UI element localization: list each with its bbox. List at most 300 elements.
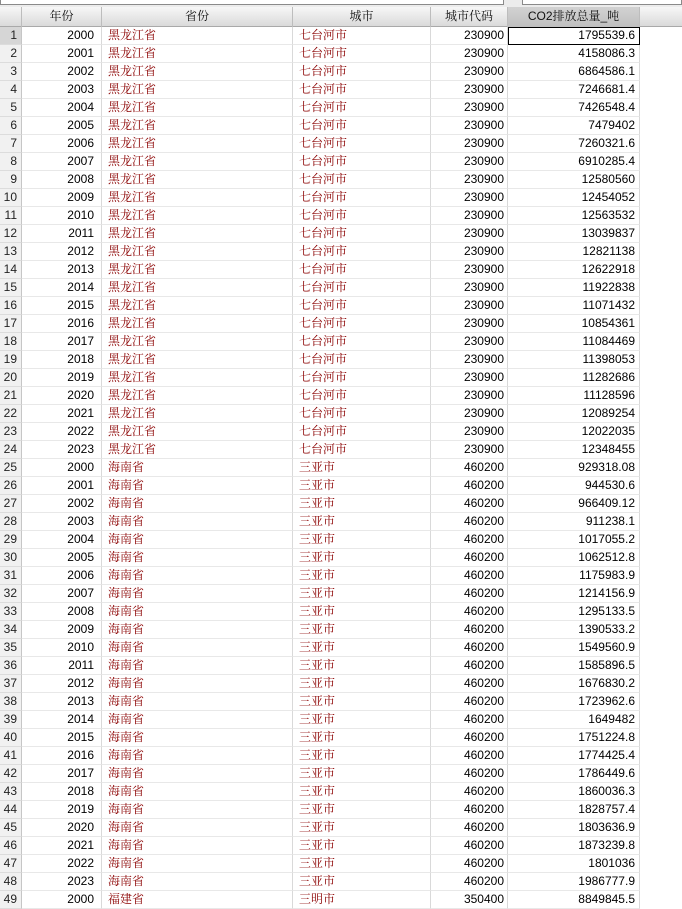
cell-citycode[interactable]: 460200 <box>431 837 508 855</box>
row-number[interactable]: 16 <box>0 297 22 315</box>
cell-year[interactable]: 2022 <box>22 855 102 873</box>
cell-city[interactable]: 三亚市 <box>293 549 431 567</box>
cell-co2[interactable]: 13039837 <box>508 225 640 243</box>
cell-co2[interactable]: 11084469 <box>508 333 640 351</box>
cell-citycode[interactable]: 460200 <box>431 495 508 513</box>
cell-citycode[interactable]: 230900 <box>431 99 508 117</box>
cell-citycode[interactable]: 460200 <box>431 549 508 567</box>
cell-city[interactable]: 七台河市 <box>293 27 431 45</box>
cell-citycode[interactable]: 230900 <box>431 81 508 99</box>
cell-co2[interactable]: 11071432 <box>508 297 640 315</box>
cell-city[interactable]: 三亚市 <box>293 603 431 621</box>
cell-city[interactable]: 三亚市 <box>293 675 431 693</box>
cell-co2[interactable]: 10854361 <box>508 315 640 333</box>
row-number[interactable]: 17 <box>0 315 22 333</box>
row-number[interactable]: 42 <box>0 765 22 783</box>
cell-city[interactable]: 七台河市 <box>293 243 431 261</box>
row-number[interactable]: 32 <box>0 585 22 603</box>
cell-city[interactable]: 七台河市 <box>293 63 431 81</box>
cell-province[interactable]: 海南省 <box>102 513 293 531</box>
cell-year[interactable]: 2023 <box>22 441 102 459</box>
cell-citycode[interactable]: 230900 <box>431 225 508 243</box>
cell-year[interactable]: 2005 <box>22 117 102 135</box>
cell-year[interactable]: 2023 <box>22 873 102 891</box>
cell-co2[interactable]: 4158086.3 <box>508 45 640 63</box>
cell-citycode[interactable]: 460200 <box>431 477 508 495</box>
cell-province[interactable]: 海南省 <box>102 747 293 765</box>
cell-city[interactable]: 三亚市 <box>293 819 431 837</box>
cell-province[interactable]: 海南省 <box>102 585 293 603</box>
row-number[interactable]: 26 <box>0 477 22 495</box>
cell-city[interactable]: 三亚市 <box>293 801 431 819</box>
cell-co2[interactable]: 1860036.3 <box>508 783 640 801</box>
row-number[interactable]: 14 <box>0 261 22 279</box>
row-number[interactable]: 38 <box>0 693 22 711</box>
cell-year[interactable]: 2002 <box>22 63 102 81</box>
row-number[interactable]: 24 <box>0 441 22 459</box>
cell-province[interactable]: 黑龙江省 <box>102 333 293 351</box>
cell-citycode[interactable]: 460200 <box>431 657 508 675</box>
cell-citycode[interactable]: 460200 <box>431 675 508 693</box>
row-number[interactable]: 49 <box>0 891 22 909</box>
cell-co2[interactable]: 8849845.5 <box>508 891 640 909</box>
row-number[interactable]: 18 <box>0 333 22 351</box>
cell-province[interactable]: 海南省 <box>102 639 293 657</box>
cell-province[interactable]: 海南省 <box>102 711 293 729</box>
cell-co2[interactable]: 1828757.4 <box>508 801 640 819</box>
cell-province[interactable]: 海南省 <box>102 729 293 747</box>
cell-co2[interactable]: 966409.12 <box>508 495 640 513</box>
cell-year[interactable]: 2019 <box>22 369 102 387</box>
row-number[interactable]: 30 <box>0 549 22 567</box>
cell-co2[interactable]: 6864586.1 <box>508 63 640 81</box>
cell-province[interactable]: 海南省 <box>102 765 293 783</box>
row-number[interactable]: 5 <box>0 99 22 117</box>
cell-citycode[interactable]: 230900 <box>431 387 508 405</box>
cell-city[interactable]: 三亚市 <box>293 693 431 711</box>
cell-city[interactable]: 三亚市 <box>293 585 431 603</box>
column-header-citycode[interactable]: 城市代码 <box>431 7 508 27</box>
cell-co2[interactable]: 1786449.6 <box>508 765 640 783</box>
row-number[interactable]: 31 <box>0 567 22 585</box>
row-number[interactable]: 21 <box>0 387 22 405</box>
cell-year[interactable]: 2010 <box>22 207 102 225</box>
column-header-year[interactable]: 年份 <box>22 7 102 27</box>
cell-year[interactable]: 2017 <box>22 765 102 783</box>
cell-city[interactable]: 七台河市 <box>293 351 431 369</box>
formula-input-box[interactable] <box>522 0 682 5</box>
row-number[interactable]: 25 <box>0 459 22 477</box>
cell-citycode[interactable]: 460200 <box>431 855 508 873</box>
cell-city[interactable]: 七台河市 <box>293 369 431 387</box>
cell-year[interactable]: 2009 <box>22 189 102 207</box>
cell-city[interactable]: 七台河市 <box>293 279 431 297</box>
row-number[interactable]: 43 <box>0 783 22 801</box>
cell-co2[interactable]: 1390533.2 <box>508 621 640 639</box>
cell-year[interactable]: 2000 <box>22 891 102 909</box>
cell-province[interactable]: 黑龙江省 <box>102 387 293 405</box>
cell-citycode[interactable]: 460200 <box>431 531 508 549</box>
cell-province[interactable]: 黑龙江省 <box>102 243 293 261</box>
cell-co2[interactable]: 12821138 <box>508 243 640 261</box>
cell-city[interactable]: 七台河市 <box>293 315 431 333</box>
cell-year[interactable]: 2021 <box>22 837 102 855</box>
cell-co2[interactable]: 11282686 <box>508 369 640 387</box>
cell-citycode[interactable]: 230900 <box>431 297 508 315</box>
cell-year[interactable]: 2017 <box>22 333 102 351</box>
cell-year[interactable]: 2004 <box>22 531 102 549</box>
cell-province[interactable]: 福建省 <box>102 891 293 909</box>
cell-citycode[interactable]: 230900 <box>431 315 508 333</box>
cell-city[interactable]: 三亚市 <box>293 639 431 657</box>
cell-citycode[interactable]: 460200 <box>431 513 508 531</box>
row-number[interactable]: 46 <box>0 837 22 855</box>
cell-province[interactable]: 黑龙江省 <box>102 117 293 135</box>
cell-year[interactable]: 2007 <box>22 585 102 603</box>
cell-city[interactable]: 三亚市 <box>293 855 431 873</box>
cell-year[interactable]: 2016 <box>22 315 102 333</box>
cell-year[interactable]: 2015 <box>22 729 102 747</box>
cell-province[interactable]: 黑龙江省 <box>102 81 293 99</box>
cell-province[interactable]: 黑龙江省 <box>102 153 293 171</box>
row-number[interactable]: 20 <box>0 369 22 387</box>
cell-year[interactable]: 2020 <box>22 387 102 405</box>
cell-citycode[interactable]: 230900 <box>431 351 508 369</box>
cell-city[interactable]: 七台河市 <box>293 387 431 405</box>
column-header-co2[interactable]: CO2排放总量_吨 <box>508 7 640 27</box>
cell-city[interactable]: 三亚市 <box>293 783 431 801</box>
cell-city[interactable]: 三明市 <box>293 891 431 909</box>
cell-co2[interactable]: 11922838 <box>508 279 640 297</box>
cell-co2[interactable]: 1795539.6 <box>508 27 640 45</box>
cell-city[interactable]: 七台河市 <box>293 207 431 225</box>
cell-co2[interactable]: 1801036 <box>508 855 640 873</box>
cell-year[interactable]: 2009 <box>22 621 102 639</box>
cell-co2[interactable]: 6910285.4 <box>508 153 640 171</box>
cell-citycode[interactable]: 460200 <box>431 711 508 729</box>
cell-citycode[interactable]: 230900 <box>431 369 508 387</box>
cell-city[interactable]: 七台河市 <box>293 441 431 459</box>
cell-citycode[interactable]: 230900 <box>431 171 508 189</box>
cell-city[interactable]: 七台河市 <box>293 81 431 99</box>
cell-year[interactable]: 2003 <box>22 81 102 99</box>
cell-province[interactable]: 海南省 <box>102 693 293 711</box>
cell-citycode[interactable]: 230900 <box>431 333 508 351</box>
cell-citycode[interactable]: 460200 <box>431 693 508 711</box>
cell-year[interactable]: 2011 <box>22 225 102 243</box>
cell-city[interactable]: 三亚市 <box>293 765 431 783</box>
cell-co2[interactable]: 7479402 <box>508 117 640 135</box>
row-number[interactable]: 37 <box>0 675 22 693</box>
cell-citycode[interactable]: 230900 <box>431 423 508 441</box>
cell-co2[interactable]: 1774425.4 <box>508 747 640 765</box>
cell-province[interactable]: 海南省 <box>102 873 293 891</box>
cell-province[interactable]: 海南省 <box>102 837 293 855</box>
cell-city[interactable]: 三亚市 <box>293 837 431 855</box>
cell-year[interactable]: 2020 <box>22 819 102 837</box>
row-number[interactable]: 35 <box>0 639 22 657</box>
cell-year[interactable]: 2014 <box>22 279 102 297</box>
cell-citycode[interactable]: 230900 <box>431 189 508 207</box>
cell-province[interactable]: 黑龙江省 <box>102 45 293 63</box>
cell-city[interactable]: 七台河市 <box>293 297 431 315</box>
cell-province[interactable]: 海南省 <box>102 549 293 567</box>
cell-province[interactable]: 黑龙江省 <box>102 279 293 297</box>
cell-year[interactable]: 2019 <box>22 801 102 819</box>
row-number[interactable]: 19 <box>0 351 22 369</box>
cell-co2[interactable]: 12622918 <box>508 261 640 279</box>
column-header-city[interactable]: 城市 <box>293 7 431 27</box>
cell-city[interactable]: 七台河市 <box>293 423 431 441</box>
row-number[interactable]: 2 <box>0 45 22 63</box>
row-number[interactable]: 12 <box>0 225 22 243</box>
column-header-province[interactable]: 省份 <box>102 7 293 27</box>
row-number[interactable]: 39 <box>0 711 22 729</box>
cell-province[interactable]: 黑龙江省 <box>102 135 293 153</box>
cell-year[interactable]: 2001 <box>22 477 102 495</box>
cell-province[interactable]: 黑龙江省 <box>102 63 293 81</box>
cell-citycode[interactable]: 460200 <box>431 873 508 891</box>
cell-province[interactable]: 海南省 <box>102 621 293 639</box>
cell-citycode[interactable]: 230900 <box>431 279 508 297</box>
cell-co2[interactable]: 1676830.2 <box>508 675 640 693</box>
cell-year[interactable]: 2010 <box>22 639 102 657</box>
cell-co2[interactable]: 12580560 <box>508 171 640 189</box>
row-number[interactable]: 45 <box>0 819 22 837</box>
cell-co2[interactable]: 7426548.4 <box>508 99 640 117</box>
cell-city[interactable]: 七台河市 <box>293 405 431 423</box>
row-number[interactable]: 48 <box>0 873 22 891</box>
cell-city[interactable]: 三亚市 <box>293 747 431 765</box>
cell-co2[interactable]: 11398053 <box>508 351 640 369</box>
cell-reference-box[interactable] <box>0 0 504 5</box>
cell-year[interactable]: 2021 <box>22 405 102 423</box>
cell-province[interactable]: 黑龙江省 <box>102 27 293 45</box>
row-number[interactable]: 44 <box>0 801 22 819</box>
row-number[interactable]: 36 <box>0 657 22 675</box>
cell-co2[interactable]: 944530.6 <box>508 477 640 495</box>
cell-year[interactable]: 2011 <box>22 657 102 675</box>
cell-province[interactable]: 黑龙江省 <box>102 441 293 459</box>
cell-province[interactable]: 海南省 <box>102 657 293 675</box>
cell-co2[interactable]: 1751224.8 <box>508 729 640 747</box>
cell-citycode[interactable]: 230900 <box>431 45 508 63</box>
cell-co2[interactable]: 1062512.8 <box>508 549 640 567</box>
row-number[interactable]: 41 <box>0 747 22 765</box>
cell-province[interactable]: 黑龙江省 <box>102 225 293 243</box>
cell-city[interactable]: 三亚市 <box>293 711 431 729</box>
cell-co2[interactable]: 1585896.5 <box>508 657 640 675</box>
row-number[interactable]: 9 <box>0 171 22 189</box>
row-number[interactable]: 28 <box>0 513 22 531</box>
cell-citycode[interactable]: 460200 <box>431 783 508 801</box>
cell-city[interactable]: 三亚市 <box>293 729 431 747</box>
corner-header[interactable] <box>0 7 22 27</box>
cell-citycode[interactable]: 230900 <box>431 63 508 81</box>
cell-province[interactable]: 黑龙江省 <box>102 207 293 225</box>
cell-year[interactable]: 2003 <box>22 513 102 531</box>
row-number[interactable]: 29 <box>0 531 22 549</box>
cell-year[interactable]: 2008 <box>22 171 102 189</box>
cell-year[interactable]: 2015 <box>22 297 102 315</box>
cell-citycode[interactable]: 460200 <box>431 765 508 783</box>
cell-city[interactable]: 七台河市 <box>293 189 431 207</box>
cell-citycode[interactable]: 460200 <box>431 621 508 639</box>
row-number[interactable]: 1 <box>0 27 22 45</box>
row-number[interactable]: 13 <box>0 243 22 261</box>
cell-citycode[interactable]: 230900 <box>431 207 508 225</box>
cell-city[interactable]: 七台河市 <box>293 135 431 153</box>
cell-citycode[interactable]: 230900 <box>431 441 508 459</box>
cell-citycode[interactable]: 460200 <box>431 639 508 657</box>
cell-citycode[interactable]: 230900 <box>431 153 508 171</box>
cell-citycode[interactable]: 460200 <box>431 729 508 747</box>
cell-city[interactable]: 七台河市 <box>293 261 431 279</box>
cell-year[interactable]: 2002 <box>22 495 102 513</box>
cell-citycode[interactable]: 230900 <box>431 117 508 135</box>
cell-co2[interactable]: 1723962.6 <box>508 693 640 711</box>
cell-citycode[interactable]: 230900 <box>431 261 508 279</box>
cell-co2[interactable]: 7260321.6 <box>508 135 640 153</box>
cell-province[interactable]: 海南省 <box>102 783 293 801</box>
cell-city[interactable]: 七台河市 <box>293 153 431 171</box>
cell-province[interactable]: 海南省 <box>102 567 293 585</box>
cell-province[interactable]: 海南省 <box>102 459 293 477</box>
cell-year[interactable]: 2013 <box>22 693 102 711</box>
cell-province[interactable]: 海南省 <box>102 801 293 819</box>
row-number[interactable]: 33 <box>0 603 22 621</box>
cell-co2[interactable]: 1649482 <box>508 711 640 729</box>
cell-co2[interactable]: 1017055.2 <box>508 531 640 549</box>
cell-province[interactable]: 黑龙江省 <box>102 261 293 279</box>
cell-year[interactable]: 2016 <box>22 747 102 765</box>
cell-province[interactable]: 海南省 <box>102 603 293 621</box>
row-number[interactable]: 4 <box>0 81 22 99</box>
row-number[interactable]: 27 <box>0 495 22 513</box>
cell-citycode[interactable]: 460200 <box>431 603 508 621</box>
cell-citycode[interactable]: 230900 <box>431 243 508 261</box>
row-number[interactable]: 3 <box>0 63 22 81</box>
cell-city[interactable]: 七台河市 <box>293 333 431 351</box>
cell-citycode[interactable]: 460200 <box>431 567 508 585</box>
cell-year[interactable]: 2006 <box>22 567 102 585</box>
row-number[interactable]: 15 <box>0 279 22 297</box>
cell-co2[interactable]: 12454052 <box>508 189 640 207</box>
cell-co2[interactable]: 911238.1 <box>508 513 640 531</box>
row-number[interactable]: 7 <box>0 135 22 153</box>
cell-co2[interactable]: 12089254 <box>508 405 640 423</box>
row-number[interactable]: 47 <box>0 855 22 873</box>
cell-citycode[interactable]: 230900 <box>431 135 508 153</box>
cell-province[interactable]: 海南省 <box>102 495 293 513</box>
cell-co2[interactable]: 1803636.9 <box>508 819 640 837</box>
cell-co2[interactable]: 1549560.9 <box>508 639 640 657</box>
cell-city[interactable]: 三亚市 <box>293 657 431 675</box>
cell-year[interactable]: 2000 <box>22 459 102 477</box>
cell-year[interactable]: 2012 <box>22 675 102 693</box>
cell-year[interactable]: 2008 <box>22 603 102 621</box>
cell-co2[interactable]: 1175983.9 <box>508 567 640 585</box>
cell-city[interactable]: 三亚市 <box>293 531 431 549</box>
cell-co2[interactable]: 1214156.9 <box>508 585 640 603</box>
cell-city[interactable]: 七台河市 <box>293 99 431 117</box>
cell-province[interactable]: 黑龙江省 <box>102 315 293 333</box>
cell-citycode[interactable]: 460200 <box>431 585 508 603</box>
cell-city[interactable]: 七台河市 <box>293 117 431 135</box>
cell-province[interactable]: 海南省 <box>102 855 293 873</box>
cell-province[interactable]: 海南省 <box>102 477 293 495</box>
cell-co2[interactable]: 12348455 <box>508 441 640 459</box>
cell-province[interactable]: 黑龙江省 <box>102 297 293 315</box>
cell-year[interactable]: 2012 <box>22 243 102 261</box>
cell-citycode[interactable]: 230900 <box>431 27 508 45</box>
row-number[interactable]: 34 <box>0 621 22 639</box>
cell-year[interactable]: 2005 <box>22 549 102 567</box>
cell-co2[interactable]: 7246681.4 <box>508 81 640 99</box>
cell-citycode[interactable]: 350400 <box>431 891 508 909</box>
cell-city[interactable]: 三亚市 <box>293 873 431 891</box>
cell-year[interactable]: 2018 <box>22 783 102 801</box>
cell-year[interactable]: 2007 <box>22 153 102 171</box>
cell-province[interactable]: 海南省 <box>102 819 293 837</box>
row-number[interactable]: 23 <box>0 423 22 441</box>
cell-citycode[interactable]: 230900 <box>431 405 508 423</box>
cell-province[interactable]: 黑龙江省 <box>102 189 293 207</box>
cell-province[interactable]: 黑龙江省 <box>102 99 293 117</box>
cell-city[interactable]: 七台河市 <box>293 171 431 189</box>
cell-city[interactable]: 三亚市 <box>293 459 431 477</box>
cell-year[interactable]: 2018 <box>22 351 102 369</box>
cell-citycode[interactable]: 460200 <box>431 819 508 837</box>
cell-co2[interactable]: 12563532 <box>508 207 640 225</box>
cell-province[interactable]: 黑龙江省 <box>102 351 293 369</box>
cell-province[interactable]: 海南省 <box>102 531 293 549</box>
cell-province[interactable]: 海南省 <box>102 675 293 693</box>
cell-city[interactable]: 三亚市 <box>293 621 431 639</box>
cell-citycode[interactable]: 460200 <box>431 459 508 477</box>
row-number[interactable]: 6 <box>0 117 22 135</box>
cell-city[interactable]: 三亚市 <box>293 495 431 513</box>
cell-citycode[interactable]: 460200 <box>431 747 508 765</box>
cell-city[interactable]: 七台河市 <box>293 45 431 63</box>
cell-province[interactable]: 黑龙江省 <box>102 171 293 189</box>
cell-co2[interactable]: 12022035 <box>508 423 640 441</box>
cell-year[interactable]: 2022 <box>22 423 102 441</box>
row-number[interactable]: 22 <box>0 405 22 423</box>
cell-year[interactable]: 2014 <box>22 711 102 729</box>
cell-year[interactable]: 2000 <box>22 27 102 45</box>
cell-city[interactable]: 七台河市 <box>293 225 431 243</box>
cell-co2[interactable]: 11128596 <box>508 387 640 405</box>
row-number[interactable]: 8 <box>0 153 22 171</box>
row-number[interactable]: 11 <box>0 207 22 225</box>
cell-year[interactable]: 2006 <box>22 135 102 153</box>
cell-citycode[interactable]: 460200 <box>431 801 508 819</box>
cell-province[interactable]: 黑龙江省 <box>102 369 293 387</box>
cell-co2[interactable]: 1295133.5 <box>508 603 640 621</box>
cell-co2[interactable]: 1986777.9 <box>508 873 640 891</box>
cell-province[interactable]: 黑龙江省 <box>102 405 293 423</box>
cell-year[interactable]: 2004 <box>22 99 102 117</box>
cell-co2[interactable]: 1873239.8 <box>508 837 640 855</box>
cell-year[interactable]: 2001 <box>22 45 102 63</box>
cell-co2[interactable]: 929318.08 <box>508 459 640 477</box>
cell-province[interactable]: 黑龙江省 <box>102 423 293 441</box>
cell-city[interactable]: 三亚市 <box>293 513 431 531</box>
row-number[interactable]: 10 <box>0 189 22 207</box>
cell-year[interactable]: 2013 <box>22 261 102 279</box>
row-number[interactable]: 40 <box>0 729 22 747</box>
